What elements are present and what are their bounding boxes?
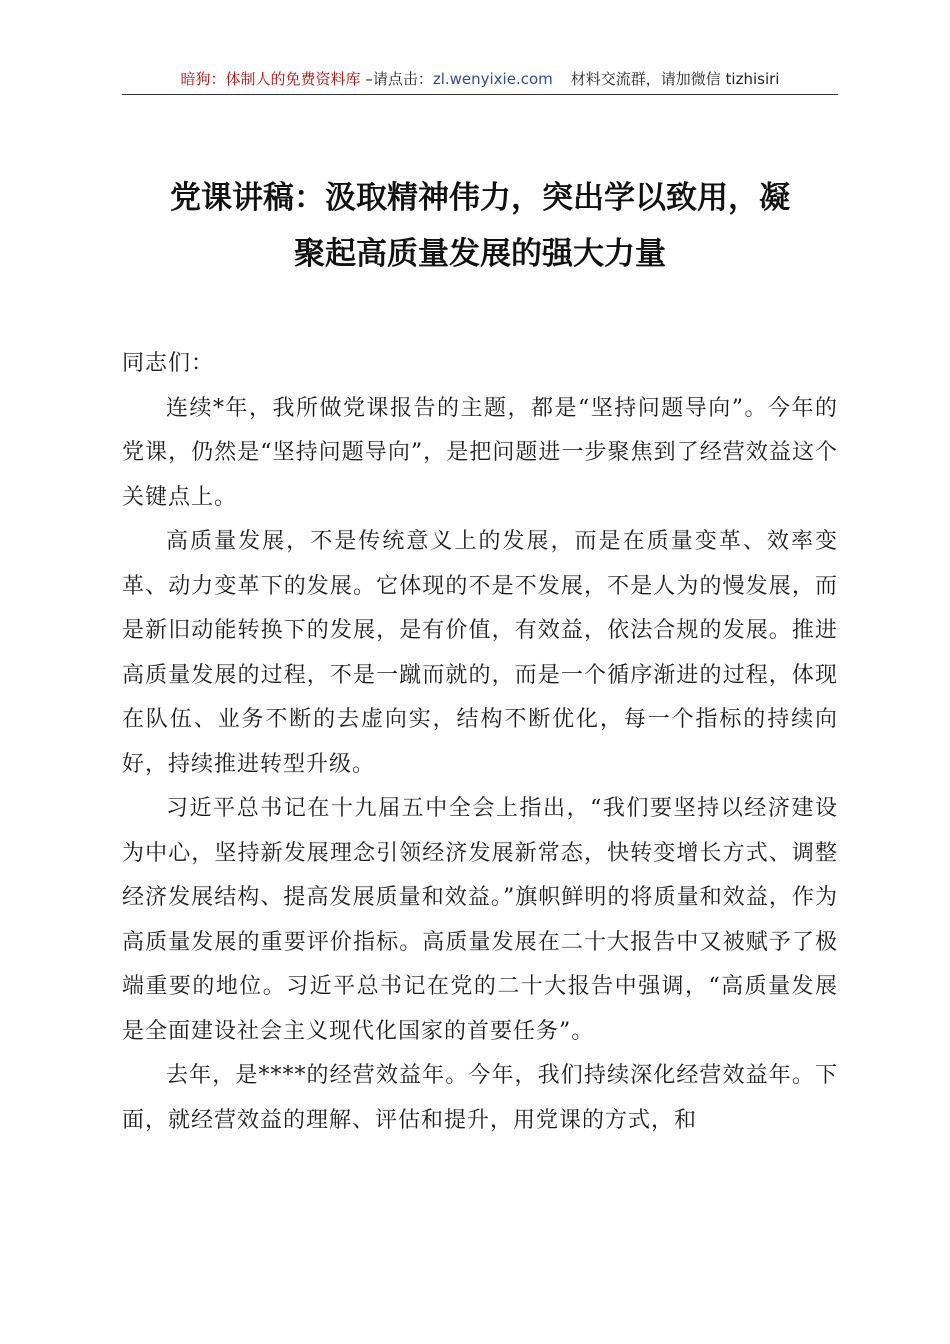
- paragraph-1: 连续*年，我所做党课报告的主题，都是“坚持问题导向”。今年的党课，仍然是“坚持问题导向”，是把问题进一步聚焦到了经营效益这个关键点上。: [122, 395, 838, 510]
- document-body: [122, 342, 838, 1143]
- document-title: [122, 170, 838, 282]
- header-url-link[interactable]: zl.wenyixie.com: [432, 70, 553, 88]
- page-header: [122, 68, 838, 95]
- paragraph-4: 去年，是****的经营效益年。今年，我们持续深化经营效益年。下面，就经营效益的理解、评估和提升，用党课的方式，和: [122, 1063, 838, 1133]
- header-brand: 暗狗：体制人的免费资料库: [180, 70, 361, 88]
- paragraph-3: 习近平总书记在十九届五中全会上指出，“我们要坚持以经济建设为中心，坚持新发展理念引领经济发展新常态，快转变增长方式、调整经济发展结构、提高发展质量和效益。”旗帜鲜明的将质量和效益，作为高质量发展的重要评价指标。高质量发展在二十大报告中又被赋予了极端重要的地位。习近平总书记在党的二十大报告中强调，“高质量发展是全面建设社会主义现代化国家的首要任务”。: [122, 796, 838, 1044]
- title-line-1: 党课讲稿：汲取精神伟力，突出学以致用，凝: [170, 180, 790, 216]
- title-line-2: 聚起高质量发展的强大力量: [294, 236, 666, 272]
- header-contact: 材料交流群，请加微信 tizhisiri: [570, 70, 780, 88]
- header-separator: –请点击：: [360, 70, 433, 88]
- paragraph-2: 高质量发展，不是传统意义上的发展，而是在质量变革、效率变革、动力变革下的发展。它体现的不是不发展，不是人为的慢发展，而是新旧动能转换下的发展，是有价值，有效益，依法合规的发展。推进高质量发展的过程，不是一蹴而就的，而是一个循序渐进的过程，体现在队伍、业务不断的去虚向实，结构不断优化，每一个指标的持续向好，持续推进转型升级。: [122, 529, 838, 777]
- salutation: 同志们：: [122, 351, 215, 376]
